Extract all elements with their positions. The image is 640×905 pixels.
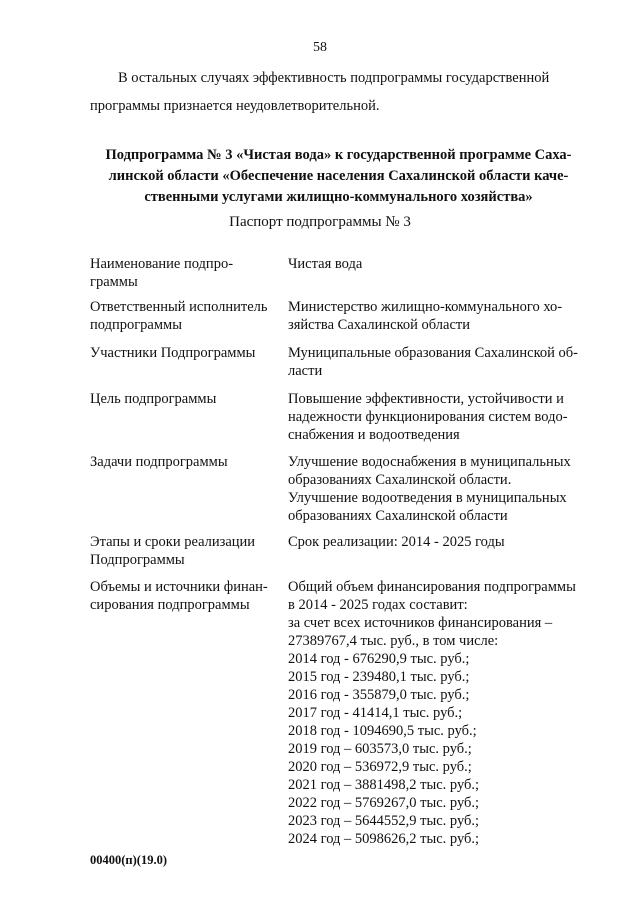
funding-year-line: 2024 год – 5098626,2 тыс. руб.; [288,831,480,847]
label-line: Участники Подпрограммы [90,345,256,361]
value-line: Общий объем финансирования подпрограммы [288,579,576,595]
section-title-line-2: линской области «Обеспечение населения Сахалинской области каче- [108,168,569,184]
row-label [90,390,280,408]
value-line: зяйства Сахалинской области [288,317,470,333]
row-value [288,453,587,525]
value-line: Улучшение водоотведения в муниципальных [288,490,567,506]
row-label [90,344,280,362]
row-value [288,533,587,551]
label-line: Цель подпрограммы [90,391,217,407]
funding-year-line: 2022 год – 5769267,0 тыс. руб.; [288,795,480,811]
row-label [90,255,280,291]
row-label [90,533,280,569]
value-line: ласти [288,363,323,379]
label-line: Задачи подпрограммы [90,454,228,470]
row-label [90,578,280,614]
label-line: граммы [90,274,138,290]
value-line: образованиях Сахалинской области [288,508,508,524]
row-label [90,298,280,334]
value-line: снабжения и водоотведения [288,427,460,443]
value-line: Министерство жилищно-коммунального хо- [288,299,563,315]
value-line: 27389767,4 тыс. руб., в том числе: [288,633,499,649]
intro-paragraph [90,64,587,120]
document-code: 00400(п)(19.0) [90,853,167,867]
label-line: Наименование подпро- [90,256,234,272]
value-line: Срок реализации: 2014 - 2025 годы [288,534,505,550]
row-value [288,344,587,380]
value-line: Повышение эффективности, устойчивости и [288,391,564,407]
value-line: Чистая вода [288,256,363,272]
label-line: Ответственный исполнитель [90,299,268,315]
label-line: Этапы и сроки реализации [90,534,256,550]
value-line: образованиях Сахалинской области. [288,472,512,488]
row-value [288,390,587,444]
section-title-line-1: Подпрограмма № 3 «Чистая вода» к государственной программе Саха- [105,147,572,163]
funding-year-line: 2017 год - 41414,1 тыс. руб.; [288,705,463,721]
row-value [288,578,587,848]
value-line: Муниципальные образования Сахалинской об- [288,345,578,361]
funding-year-line: 2016 год - 355879,0 тыс. руб.; [288,687,470,703]
value-line: надежности функционирования систем водо- [288,409,568,425]
page-number: 58 [313,40,327,55]
funding-year-line: 2015 год - 239480,1 тыс. руб.; [288,669,470,685]
row-value [288,298,587,334]
section-title [90,145,587,208]
value-line: в 2014 - 2025 годах составит: [288,597,468,613]
intro-line-2: программы признается неудовлетворительной. [90,98,380,114]
funding-year-line: 2023 год – 5644552,9 тыс. руб.; [288,813,480,829]
label-line: Подпрограммы [90,552,185,568]
funding-year-line: 2021 год – 3881498,2 тыс. руб.; [288,777,480,793]
label-line: Объемы и источники финан- [90,579,268,595]
value-line: за счет всех источников финансирования – [288,615,553,631]
passport-title: Паспорт подпрограммы № 3 [229,214,411,230]
funding-year-line: 2014 год - 676290,9 тыс. руб.; [288,651,470,667]
funding-year-line: 2020 год – 536972,9 тыс. руб.; [288,759,472,775]
label-line: сирования подпрограммы [90,597,250,613]
intro-line-1: В остальных случаях эффективность подпрограммы государственной [118,70,550,86]
row-value [288,255,587,273]
funding-year-line: 2019 год – 603573,0 тыс. руб.; [288,741,472,757]
funding-year-line: 2018 год - 1094690,5 тыс. руб.; [288,723,477,739]
section-title-line-3: ственными услугами жилищно-коммунального хозяйства» [144,189,533,205]
value-line: Улучшение водоснабжения в муниципальных [288,454,571,470]
row-label [90,453,280,471]
label-line: подпрограммы [90,317,182,333]
